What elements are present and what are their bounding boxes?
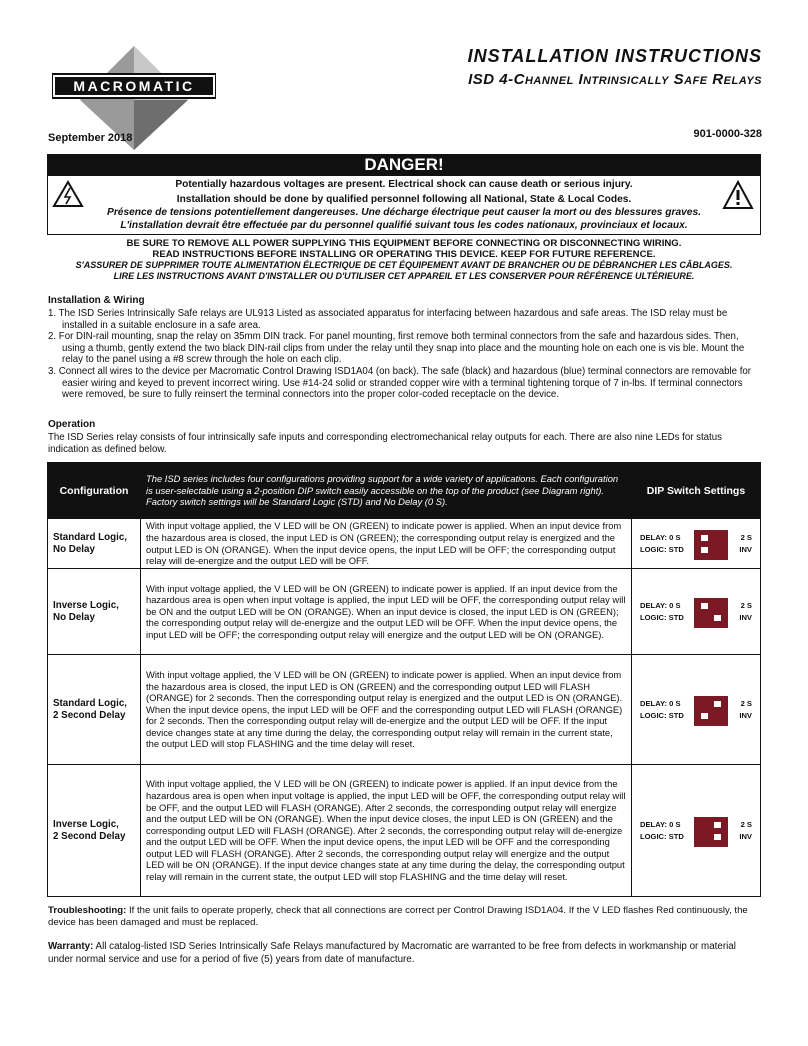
- warning-fr-2: LIRE LES INSTRUCTIONS AVANT D'INSTALLER OU D'UTILISER CET APPAREIL ET LES CONSERVER POUR RÉFÉRENCE ULTÉRIEURE.: [113, 271, 695, 281]
- dip-switch-cell: [632, 519, 761, 569]
- title-sub: ISD 4-Channel Intrinsically Safe Relays: [468, 71, 762, 88]
- config-name-text: Inverse Logic, No Delay: [53, 599, 119, 623]
- troubleshooting-text: If the unit fails to operate properly, check that all connections are correct per Control Drawing ISD1A04. If the V LED flashes Red continuously, the device has been damaged and must be replaced.: [48, 905, 748, 928]
- header-configuration: Configuration: [48, 463, 141, 519]
- config-desc: With input voltage applied, the V LED will be ON (GREEN) to indicate power is applied. When an input device from the hazardous area is closed, the input LED is ON (GREEN); the corresponding output relay is energized and the output LED is ON (ORANGE). When the input device opens, the input LED will be OFF; the corresponding output relay will de-energize and the output LED will be OFF.: [141, 519, 632, 569]
- doc-number: 901-0000-328: [693, 128, 762, 140]
- header-description: The ISD series includes four configurations providing support for a wide variety of applications. Each configuration is user-selectable using a 2-position DIP switch easily accessible on the top of the product (see Diagram right). Factory switch settings will be Standard Logic (STD) and No Delay (0 S).: [141, 463, 632, 519]
- installation-heading: Installation & Wiring: [48, 295, 145, 306]
- danger-box: [47, 176, 761, 235]
- table-row: [48, 519, 761, 569]
- warranty-label: Warranty:: [48, 941, 94, 952]
- config-name-text: Standard Logic, No Delay: [53, 531, 128, 555]
- switch-logic-inv-label: INV: [739, 831, 752, 841]
- logic-switch-knob: [701, 547, 708, 553]
- danger-heading: DANGER!: [47, 154, 761, 176]
- dip-switch-cell: [632, 655, 761, 765]
- switch-delay-label: DELAY: 0 S: [640, 532, 681, 542]
- doc-date: September 2018: [48, 132, 133, 144]
- warranty-note: [48, 940, 762, 966]
- table-row: [48, 765, 761, 897]
- config-desc: With input voltage applied, the V LED will be ON (GREEN) to indicate power is applied. If an input device from the hazardous area is open when input voltage is applied, the input LED will be OFF, the corresponding output relay will be ON and the output LED will be ON (ORANGE). When an input device is closed, the input LED is ON (GREEN); the corresponding output relay will de-energize and the output LED will be OFF. When the input device opens, the input LED will be OFF; the corresponding output relay will energize and the output LED will be ON (ORANGE).: [141, 569, 632, 655]
- switch-delay-2s-label: 2 S: [740, 600, 752, 610]
- dip-switch-body: [694, 696, 728, 726]
- switch-delay-label: DELAY: 0 S: [640, 819, 681, 829]
- delay-switch-knob: [701, 603, 708, 609]
- shock-hazard-icon: [52, 180, 84, 208]
- danger-line-1: Potentially hazardous voltages are present. Electrical shock can cause death or serious injury.: [175, 179, 633, 190]
- list-item: 1. The ISD Series Intrinsically Safe relays are UL913 Listed as associated apparatus for interfacing between hazardous and safe areas. The ISD relay must be installed in a suitable enclosure in a safe area.: [48, 308, 728, 331]
- switch-delay-label: DELAY: 0 S: [640, 698, 681, 708]
- dip-switch-std-2s: [632, 690, 760, 730]
- switch-delay-label: DELAY: 0 S: [640, 600, 681, 610]
- config-name: [48, 655, 141, 765]
- logic-switch-knob: [714, 834, 721, 840]
- operation-text: The ISD Series relay consists of four intrinsically safe inputs and corresponding electromechanical relay outputs for each. There are also nine LEDs for status indication as defined below.: [48, 432, 722, 455]
- config-name: [48, 569, 141, 655]
- header-dip-switch: DIP Switch Settings: [632, 463, 761, 519]
- config-name-text: Standard Logic, 2 Second Delay: [53, 697, 128, 721]
- power-warning: [47, 238, 761, 282]
- installation-list: [48, 308, 762, 401]
- dip-switch-inv-0s: [632, 592, 760, 632]
- switch-logic-label: LOGIC: STD: [640, 544, 684, 554]
- dip-switch-cell: [632, 569, 761, 655]
- configuration-table: [47, 462, 761, 897]
- switch-logic-label: LOGIC: STD: [640, 710, 684, 720]
- config-desc: With input voltage applied, the V LED will be ON (GREEN) to indicate power is applied. If an input device from the hazardous area is open when input voltage is applied, the input LED will be OFF, the corresponding output relay will be OFF, and the output LED will FLASH (ORANGE). After 2 seconds, the corresponding output relay will energize and the output LED will be ON (ORANGE). When the input device closes, the input LED is ON (GREEN) and the corresponding output LED will FLASH (ORANGE). After 2 seconds, the corresponding output relay will de-energize and the output LED will be OFF. When the input device opens, the input LED will be OFF and the corresponding output LED will FLASH (ORANGE). After 2 seconds, the corresponding output relay will energize and the output LED will be ON (ORANGE). If the input device changes state at any time during the delay, the corresponding output relay will remain in the current state, the output LED will stop FLASHING and the time delay will reset.: [141, 765, 632, 897]
- document-title: [468, 46, 762, 88]
- dip-switch-body: [694, 817, 728, 847]
- danger-line-3: Présence de tensions potentiellement dangereuses. Une décharge électrique peut causer la mort ou des blessures graves.: [107, 207, 701, 218]
- list-item: 3. Connect all wires to the device per Macromatic Control Drawing ISD1A04 (on back). The safe (black) and hazardous (blue) terminal connectors are removable for easier wiring and keyed to prevent incorrect wiring. Use #14-24 solid or stranded copper wire with a terminal tightening torque of 7 in-lbs. If terminal connectors were removed, be sure to fully reinsert the terminal connectors into the proper color-coded receptacle on the device.: [48, 365, 752, 401]
- logic-switch-knob: [714, 615, 721, 621]
- warranty-text: All catalog-listed ISD Series Intrinsically Safe Relays manufactured by Macromatic are warranted to be free from defects in workmanship or material under normal service and use for a period of five (5) years from date of manufacture.: [48, 941, 736, 965]
- table-row: [48, 655, 761, 765]
- dip-switch-inv-2s: [632, 811, 760, 851]
- title-main: INSTALLATION INSTRUCTIONS: [467, 46, 762, 66]
- switch-delay-2s-label: 2 S: [740, 819, 752, 829]
- warning-fr-1: S'ASSURER DE SUPPRIMER TOUTE ALIMENTATION ÉLECTRIQUE DE CET ÉQUIPEMENT AVANT DE BRANCHER OU DE DÉBRANCHER LES CÂBLAGES.: [75, 260, 733, 270]
- danger-line-4: L'installation devrait être effectuée par du personnel qualifié suivant tous les codes nationaux, provinciaux et locaux.: [120, 220, 688, 231]
- delay-switch-knob: [714, 701, 721, 707]
- delay-switch-knob: [701, 535, 708, 541]
- dip-switch-cell: [632, 765, 761, 897]
- config-desc: With input voltage applied, the V LED will be ON (GREEN) to indicate power is applied. When an input device from the hazardous area is closed, the input LED is ON (GREEN) and the corresponding output LED will FLASH (ORANGE) for 2 seconds. Then the corresponding output relay is energized and the output LED is ON (ORANGE). When the input device opens, the input LED will be OFF and the corresponding output LED will FLASH (ORANGE) for 2 seconds. Then the corresponding output relay will de-energize and the output LED will be OFF. If the input device changes state at any time during the delay, the corresponding output relay will remain in the current state, the output LED will stop FLASHING and the time delay will reset.: [141, 655, 632, 765]
- warning-icon: [722, 180, 754, 210]
- switch-logic-inv-label: INV: [739, 544, 752, 554]
- operation-heading: Operation: [48, 419, 96, 430]
- dip-switch-body: [694, 530, 728, 560]
- list-item: 2. For DIN-rail mounting, snap the relay on 35mm DIN track. For panel mounting, first remove both terminal connectors from the safe and hazardous sides. Then, using a thumb, gently extend the two black DIN-rail clips from under the relay until they snap into place and the mounting hole on each one is vis ble. Mount the relay to the panel using a #8 screw through the hole on each clip.: [48, 331, 745, 366]
- warning-en-2: READ INSTRUCTIONS BEFORE INSTALLING OR OPERATING THIS DEVICE. KEEP FOR FUTURE REFERENCE.: [152, 249, 656, 260]
- switch-logic-inv-label: INV: [739, 710, 752, 720]
- config-name: [48, 765, 141, 897]
- switch-delay-2s-label: 2 S: [740, 532, 752, 542]
- switch-logic-label: LOGIC: STD: [640, 612, 684, 622]
- dip-switch-std-0s: [632, 524, 760, 564]
- switch-logic-label: LOGIC: STD: [640, 831, 684, 841]
- table-header-row: [48, 463, 761, 519]
- config-name-text: Inverse Logic, 2 Second Delay: [53, 818, 126, 842]
- switch-delay-2s-label: 2 S: [740, 698, 752, 708]
- table-row: [48, 569, 761, 655]
- troubleshooting-note: [48, 905, 762, 928]
- config-name: [48, 519, 141, 569]
- warning-en-1: BE SURE TO REMOVE ALL POWER SUPPLYING THIS EQUIPMENT BEFORE CONNECTING OR DISCONNECTING WIRING.: [126, 238, 682, 249]
- troubleshooting-label: Troubleshooting:: [48, 905, 127, 916]
- logo-text: MACROMATIC: [73, 78, 195, 94]
- logic-switch-knob: [701, 713, 708, 719]
- dip-switch-body: [694, 598, 728, 628]
- delay-switch-knob: [714, 822, 721, 828]
- danger-line-2: Installation should be done by qualified personnel following all National, State & Local Codes.: [176, 194, 632, 205]
- switch-logic-inv-label: INV: [739, 612, 752, 622]
